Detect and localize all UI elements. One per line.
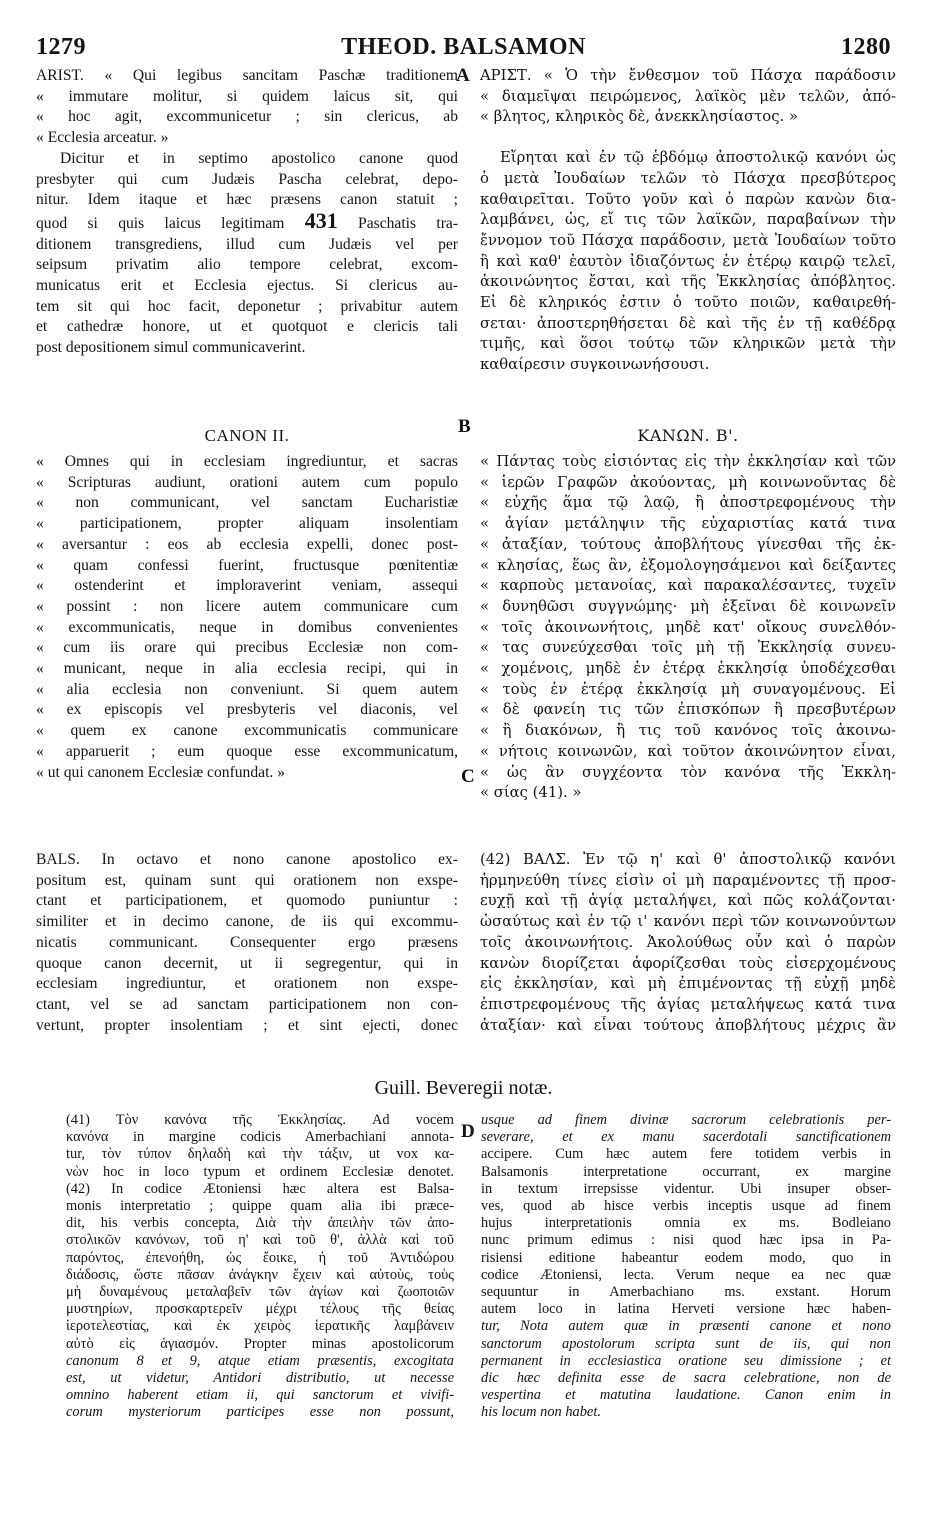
greek-line: καθαιρεῖται. Τοῦτο γοῦν καὶ ὁ παρὼν κανὼν δια- xyxy=(480,190,896,208)
notes-title: Guill. Beveregii notæ. xyxy=(374,1077,553,1099)
latin-line: seipsum privatim alio tempore celebrat, excom- xyxy=(36,256,458,274)
note-line: dit, his verbis concepta, Διὰ τὴν ἀπειλὴν τῶν ἀπο- xyxy=(66,1215,454,1232)
greek-line: « δυνηθῶσι συγγνώμης· μὴ ἐξεῖναι δὲ κοινωνεῖν xyxy=(480,597,896,615)
latin-line: « alia ecclesia non conveniunt. Si quem autem xyxy=(36,680,458,698)
latin-line: « cum iis orare qui precibus Ecclesiæ non com- xyxy=(36,639,458,657)
latin-line: positum est, quinam sunt qui orationem non exspe- xyxy=(36,871,458,889)
note-line: usque ad finem divinæ sacrorum celebrationis per- xyxy=(481,1112,891,1128)
note-line: κανόνα in margine codicis Amerbachiani annota- xyxy=(66,1129,454,1146)
greek-line: « καρποὺς μετανοίας, καὶ παρακαλέσαντες, τυχεῖν xyxy=(480,577,896,595)
greek-line: « ἱερῶν Γραφῶν ἀκούοντας, μὴ κοινωνοῦντας δὲ xyxy=(480,473,896,491)
latin-line: « apparuerit ; eum quoque esse excommunicatum, xyxy=(36,742,458,760)
greek-line: « ἢ διακόνων, ἢ τις τοῦ κανόνος τοῖς ἀκοινω- xyxy=(480,722,896,740)
page-number-right: 1280 xyxy=(841,34,891,60)
latin-text-block-2 xyxy=(36,452,458,783)
note-line: permanent in ecclesiastica oratione seu dimissione ; et xyxy=(481,1352,891,1369)
latin-line: Dicitur et in septimo apostolico canone quod xyxy=(60,149,458,167)
greek-line: ἀταξίαν· καὶ εἶναι τούτους ἀποβλήτους μέχρις ἂν xyxy=(480,1016,896,1034)
greek-line: « διαμεῖψαι πειρώμενος, λαϊκὸς μὲν τελῶν, ἀπό- xyxy=(480,87,896,105)
note-line: hujus interpretationis omnia ex ms. Bodleiano xyxy=(481,1215,891,1232)
notes-left-column xyxy=(66,1112,454,1422)
greek-line: « τοὺς ἐν ἑτέρᾳ ἐκκλησίᾳ μὴ συναγομένους. Εἰ xyxy=(480,680,896,698)
note-line: (41) Τὸν κανόνα τῆς Ἐκκλησίας. Ad vocem xyxy=(66,1112,454,1128)
running-title: THEOD. BALSAMON xyxy=(341,34,586,60)
latin-line: nitur. Idem itaque et hæc præsens canon statuit ; xyxy=(36,191,458,209)
latin-line: nicatis communicant. Consequenter ergo præsens xyxy=(36,933,458,951)
greek-line: ευχῇ καὶ τῇ ἁγίᾳ μεταλήψει, καὶ πῶς κολάζονται· xyxy=(480,892,896,910)
latin-line: ditionem transgrediens, illud cum Judæis vel per xyxy=(36,235,458,253)
greek-line: Εἰ δὲ κληρικός ἐστιν ὁ τοῦτο ποιῶν, καθαιρεθή- xyxy=(480,294,896,312)
greek-line: λαμβάνει, ὡς, εἴ τις τῶν λαϊκῶν, παραβαίνων τὴν xyxy=(480,211,896,229)
note-line: tur, τὸν τύπον δηλαδὴ καὶ τὴν τάξιν, ut vox κα- xyxy=(66,1146,454,1163)
note-line: παρόντος, ἐπενοήθη, ὡς ἔοικε, ἡ τοῦ Ἀντιδώρου xyxy=(66,1249,454,1266)
note-line: autem loco in latina Herveti versione hæc haben- xyxy=(481,1301,891,1318)
note-line: ἱεροτελεστίας, καὶ ἐκ χειρὸς ἱερατικῆς λαμβάνειν xyxy=(66,1318,454,1335)
greek-line: (42) ΒΑΛΣ. Ἐν τῷ η' καὶ θ' ἀποστολικῷ κανόνι xyxy=(480,851,896,868)
latin-line: « participationem, propter aliquam insolentiam xyxy=(36,515,458,533)
latin-line: et cathedræ honore, ut et quotquot e clericis tali xyxy=(36,318,458,336)
greek-text-block-1 xyxy=(480,66,896,376)
latin-line: « possint : non licere autem communicare cum xyxy=(36,597,458,615)
greek-line: « κλησίας, ἕως ἂν, ἐξομολογησάμενοι καὶ δείξαντες xyxy=(480,556,896,574)
latin-line: « immutare molitur, si quidem laicus sit, qui xyxy=(36,87,458,105)
greek-line: « χομένοις, μηδὲ ἐν ἑτέρᾳ ἐκκλησίᾳ ὑποδέχεσθαι xyxy=(480,660,896,678)
note-line: sequuntur in Amerbachiano ms. exstant. Horum xyxy=(481,1284,891,1301)
latin-line: post depositionem simul communicaverint. xyxy=(36,339,306,357)
note-line: canonum 8 et 9, atque etiam præsentis, excogitata xyxy=(66,1352,454,1369)
latin-line: « excommunicatis, neque in domibus convenientes xyxy=(36,618,458,636)
latin-line: tem sit qui hoc facit, deponetur ; privabitur autem xyxy=(36,297,458,315)
latin-line: « aversantur : eos ab ecclesia expelli, donec post- xyxy=(36,535,458,553)
note-line: in textum irrepsisse videntur. Ubi insuper obser- xyxy=(481,1180,891,1197)
latin-line: similiter et in decimo canone, de iis qui excommu- xyxy=(36,913,458,931)
note-line: vespertina et matutina laudatione. Canon enim in xyxy=(481,1387,891,1404)
note-line: sanctorum apostolorum scripta sunt de iis, qui non xyxy=(481,1335,891,1352)
greek-line: « ἁγίαν μετάληψιν τῆς εὐχαριστίας κατά τινα xyxy=(480,515,896,533)
note-line: severare, et ex manu sacerdotali sanctificationem xyxy=(481,1129,891,1146)
greek-line: « ὡς ἂν συγχέοντα τὸν κανόνα τῆς Ἐκκλη- xyxy=(480,763,896,781)
greek-line: « τοῖς ἀκοινωνήτοις, μηδὲ κατ' οἴκους συνελθόν- xyxy=(480,618,896,636)
greek-line: σεται· ἀποστερηθήσεται δὲ καὶ τῆς ἐν τῇ καθέδρᾳ xyxy=(480,314,896,332)
latin-text-block-3 xyxy=(36,850,458,1036)
latin-line: ctant, vel se ad sanctam participationem non con- xyxy=(36,995,458,1013)
greek-line: ἐπιστρεφομένους τῆς ἁγίας μεταλήψεως κατά τινα xyxy=(480,995,896,1013)
latin-line: « ostenderint et imploraverint veniam, assequi xyxy=(36,577,458,595)
margin-letter-b: B xyxy=(458,416,471,437)
latin-line: « Ecclesia arceatur. » xyxy=(36,129,169,147)
note-line: στολικῶν κανόνων, τοῦ η' καὶ τοῦ θ', ἀλλὰ καὶ τοῦ xyxy=(66,1232,454,1249)
latin-line: « ex episcopis vel presbyteris vel diaconis, vel xyxy=(36,701,458,719)
greek-text-block-3 xyxy=(480,850,896,1036)
latin-line: ARIST. « Qui legibus sancitam Paschæ traditionem xyxy=(36,67,458,84)
note-line: dic hæc definita esse de sacra celebratione, non de xyxy=(481,1370,891,1387)
latin-line: « non communicant, vel sanctam Eucharistiæ xyxy=(36,494,458,512)
greek-line: τιμῆς, καὶ ὅσοι τούτῳ τῶν κληρικῶν μετὰ τὴν xyxy=(480,335,896,353)
greek-line: ὁ μετὰ Ἰουδαίων τελῶν τὸ Πάσχα πρεσβύτερος xyxy=(480,169,896,187)
latin-line: vertunt, propter insolentiam ; et sint ejecti, donec xyxy=(36,1016,458,1034)
edition-page-number: 431 xyxy=(304,210,338,233)
latin-text-block-1 xyxy=(36,66,458,359)
greek-line: Εἴρηται καὶ ἐν τῷ ἑβδόμῳ ἀποστολικῷ κανόνι ὡς xyxy=(500,149,896,167)
note-line: his locum non habet. xyxy=(481,1404,601,1421)
note-line: tur, Nota autem quæ in præsenti canone et nono xyxy=(481,1318,891,1335)
latin-line: « hoc agit, excommunicetur ; sin clericus, ab xyxy=(36,108,458,126)
latin-line: presbyter qui cum Judæis Pascha celebrat, depo- xyxy=(36,170,458,188)
greek-line: « βλητος, κληρικὸς δὲ, ἀνεκκλησίαστος. » xyxy=(480,108,798,126)
latin-line: ecclesiam ingrediuntur, et orationem non exspe- xyxy=(36,975,458,993)
margin-letter-a: A xyxy=(456,65,470,86)
latin-line-part: quod si quis laicus legitimam xyxy=(36,214,285,232)
latin-line xyxy=(36,211,458,235)
greek-line: « δὲ φανείη τις τῶν ἐπισκόπων ἢ πρεσβυτέρων xyxy=(480,701,896,719)
latin-line: « municant, neque in alia ecclesia recipi, qui in xyxy=(36,660,458,678)
greek-line: « τας συνεύχεσθαι τοῖς μὴ τῇ Ἐκκλησίᾳ συνευ- xyxy=(480,639,896,657)
greek-line: ὡσαύτως καὶ ἐν τῷ ι' κανόνι περὶ τῶν κοινωνούντων xyxy=(480,913,896,931)
note-line: codice Ætoniensi, lecta. Verum neque ea nec quæ xyxy=(481,1266,891,1283)
greek-canon-heading: ΚΑΝΩΝ. Β'. xyxy=(637,426,739,445)
greek-line: ἢ καὶ καθ' ἑαυτὸν ἰδιαζόντως ἐν ἑτέρῳ καιρῷ τελεῖ, xyxy=(480,252,896,270)
latin-canon-heading: CANON II. xyxy=(204,426,290,445)
latin-line: « quem ex canone excommunicatis communicare xyxy=(36,722,458,740)
latin-line: ctant et participationem, et quomodo puniuntur : xyxy=(36,892,458,910)
greek-line: εἰς ἐκκλησίαν, καὶ μὴ ἐπιμένοντας τῇ εὐχῇ μηδὲ xyxy=(480,975,896,993)
note-line: accipere. Cum hæc autem fere totidem verbis in xyxy=(481,1146,891,1163)
latin-line: « Scripturas audiunt, orationi autem cum populo xyxy=(36,473,458,491)
greek-line: « ἀταξίαν, τούτους ἀποβλήτους γίνεσθαι τῆς ἐκ- xyxy=(480,535,896,553)
note-line: νὼν hoc in loco typum et ordinem Ecclesiæ denotet. xyxy=(66,1163,454,1180)
latin-line: « quam confessi fuerint, fructusque pœnitentiæ xyxy=(36,556,458,574)
greek-line: « Πάντας τοὺς εἰσιόντας εἰς τὴν ἐκκλησίαν καὶ τῶν xyxy=(480,453,896,470)
greek-line: τοῖς ἀκοινωνήτοις. Ἀκολούθως οὖν καὶ ὁ παρὼν xyxy=(480,933,896,951)
note-line: Balsamonis interpretatione occurrant, ex margine xyxy=(481,1163,891,1180)
note-line: μὴ δυναμένους μεταλαβεῖν τῶν ἁγίων καὶ ζωοποιῶν xyxy=(66,1284,454,1301)
note-line: nunc primum edimus : nisi quod hæc ipsa in Pa- xyxy=(481,1232,891,1249)
greek-text-block-2 xyxy=(480,452,896,804)
greek-line: « σίας (41). » xyxy=(480,784,582,802)
greek-line: ἀκοινώνητος ἔσται, καὶ τῆς Ἐκκλησίας ἀπόβλητος. xyxy=(480,273,896,291)
latin-line: BALS. In octavo et nono canone apostolico ex- xyxy=(36,851,458,868)
latin-line-part: Paschatis tra- xyxy=(358,214,458,232)
note-line: (42) In codice Ætoniensi hæc altera est Balsa- xyxy=(66,1180,454,1197)
greek-line: « εὐχῆς ἅμα τῷ λαῷ, ἢ ἀποστρεφομένους τὴν xyxy=(480,494,896,512)
note-line: διάδοσις, ὥστε πᾶσαν ἀνάγκην ἔχειν καὶ αὐτοὺς, τοὺς xyxy=(66,1266,454,1283)
greek-line: ἡρμηνεύθη τίνες εἰσὶν οἱ μὴ παραμένοντες τῇ προσ- xyxy=(480,871,896,889)
note-line: est, ut videtur, Antidori distributio, ut necesse xyxy=(66,1370,454,1387)
notes-right-column xyxy=(481,1112,891,1422)
margin-letter-c: C xyxy=(461,766,475,787)
note-line: αὐτὸ εἰς ἁγιασμόν. Propter minas apostolicorum xyxy=(66,1335,454,1352)
greek-line: « νήτοις κοινωνῶν, καὶ τοῦτον ἀκοινώνητον εἶναι, xyxy=(480,742,896,760)
note-line: omnino haberent etiam ii, qui sanctorum et vivifi- xyxy=(66,1387,454,1404)
greek-line: καθαίρεσιν συγκοινωνήσουσι. xyxy=(480,356,710,374)
page-number-left: 1279 xyxy=(36,34,86,60)
note-line: μυστηρίων, προσκαρτερεῖν μέχρι τέλους τῆς θείας xyxy=(66,1301,454,1318)
note-line: ves, quod ab hisce verbis inceptis usque ad finem xyxy=(481,1198,891,1215)
greek-line: ἔννομον τοῦ Πάσχα παράδοσιν, μετὰ Ἰουδαίων τοῦτο xyxy=(480,231,896,249)
latin-line: municatus erit et Ecclesia ejectus. Si clericus au- xyxy=(36,277,458,295)
latin-line: quoque canon decernit, ut ii segregentur, qui in xyxy=(36,954,458,972)
note-line: monis interpretatio ; quippe quam alia ibi præce- xyxy=(66,1198,454,1215)
latin-line: « Omnes qui in ecclesiam ingrediuntur, et sacras xyxy=(36,453,458,470)
note-line: corum mysteriorum participes esse non possunt, xyxy=(66,1404,454,1421)
note-line: risiensi editione habeantur eodem modo, quo in xyxy=(481,1249,891,1266)
margin-letter-d: D xyxy=(461,1121,475,1142)
latin-line: « ut qui canonem Ecclesiæ confundat. » xyxy=(36,763,285,781)
greek-line: ΑΡΙΣΤ. « Ὁ τὴν ἔνθεσμον τοῦ Πάσχα παράδοσιν xyxy=(480,67,896,84)
greek-line: κανὼν διορίζεται ἀφορίζεσθαι τοὺς εἰσερχομένους xyxy=(480,954,896,972)
